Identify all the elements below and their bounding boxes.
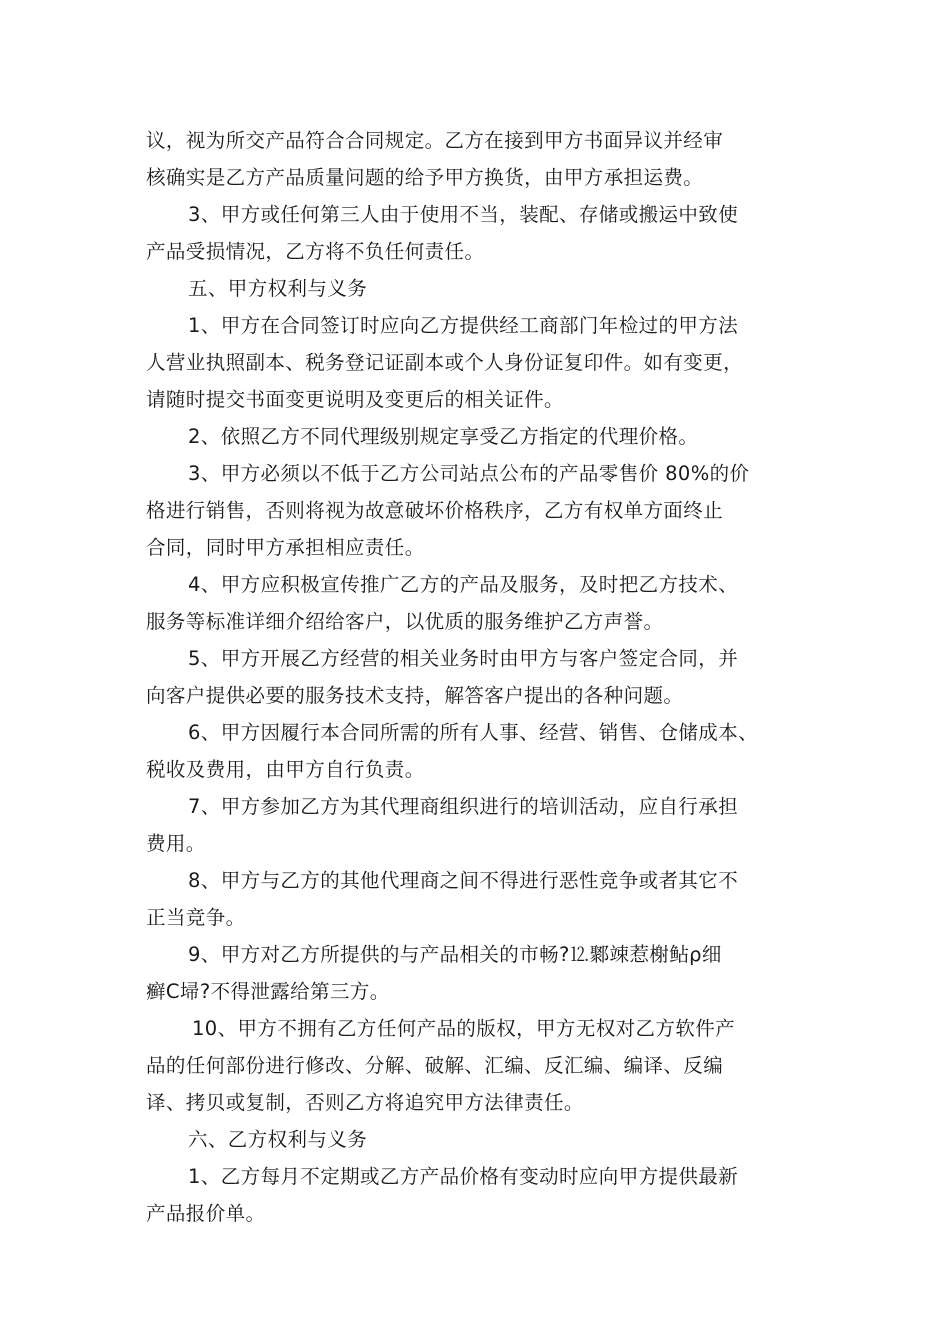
clause-item: 3、甲方必须以不低于乙方公司站点公布的产品零售价 80%的价 [188,462,750,485]
clause-item: 7、甲方参加乙方为其代理商组织进行的培训活动，应自行承担 [188,795,739,818]
text-line: 合同，同时甲方承担相应责任。 [146,536,425,559]
section-heading: 五、甲方权利与义务 [188,277,368,300]
text-line: 人营业执照副本、税务登记证副本或个人身份证复印件。如有变更， [146,351,744,374]
text-line: 产品报价单。 [146,1202,266,1225]
text-line: 议，视为所交产品符合合同规定。乙方在接到甲方书面异议并经审 [146,129,724,152]
text-line: 正当竞争。 [146,906,246,929]
text-line: 格进行销售，否则将视为故意破坏价格秩序，乙方有权单方面终止 [146,499,724,522]
section-heading: 六、乙方权利与义务 [188,1128,368,1151]
text-line: 译、拷贝或复制，否则乙方将追究甲方法律责任。 [146,1091,584,1114]
clause-item: 9、甲方对乙方所提供的与产品相关的市畅?⒓鄹竦惹榭鲇ρ细 [188,943,722,966]
text-line: 核确实是乙方产品质量问题的给予甲方换货，由甲方承担运费。 [146,166,704,189]
text-line: 向客户提供必要的服务技术支持，解答客户提出的各种问题。 [146,684,684,707]
clause-item: 6、甲方因履行本合同所需的所有人事、经营、销售、仓储成本、 [188,721,759,744]
text-line: 税收及费用，由甲方自行负责。 [146,758,425,781]
text-line: 费用。 [146,832,206,855]
text-line: 产品受损情况，乙方将不负任何责任。 [146,240,485,263]
clause-item: 1、乙方每月不定期或乙方产品价格有变动时应向甲方提供最新 [188,1165,739,1188]
document-body [146,122,826,1232]
clause-item: 1、甲方在合同签订时应向乙方提供经工商部门年检过的甲方法 [188,314,739,337]
clause-item: 10、甲方不拥有乙方任何产品的版权，甲方无权对乙方软件产 [192,1017,736,1040]
clause-item: 3、甲方或任何第三人由于使用不当，装配、存储或搬运中致使 [188,203,739,226]
text-line: 请随时提交书面变更说明及变更后的相关证件。 [146,388,564,411]
text-line: 品的任何部份进行修改、分解、破解、汇编、反汇编、编译、反编 [146,1054,724,1077]
clause-item: 2、依照乙方不同代理级别规定享受乙方指定的代理价格。 [188,425,699,448]
text-line: 服务等标准详细介绍给客户，以优质的服务维护乙方声誉。 [146,610,664,633]
clause-item: 4、甲方应积极宣传推广乙方的产品及服务，及时把乙方技术、 [188,573,739,596]
text-line: 癣C埽?不得泄露给第三方。 [146,980,390,1003]
clause-item: 5、甲方开展乙方经营的相关业务时由甲方与客户签定合同，并 [188,647,739,670]
clause-item: 8、甲方与乙方的其他代理商之间不得进行恶性竞争或者其它不 [188,869,739,892]
